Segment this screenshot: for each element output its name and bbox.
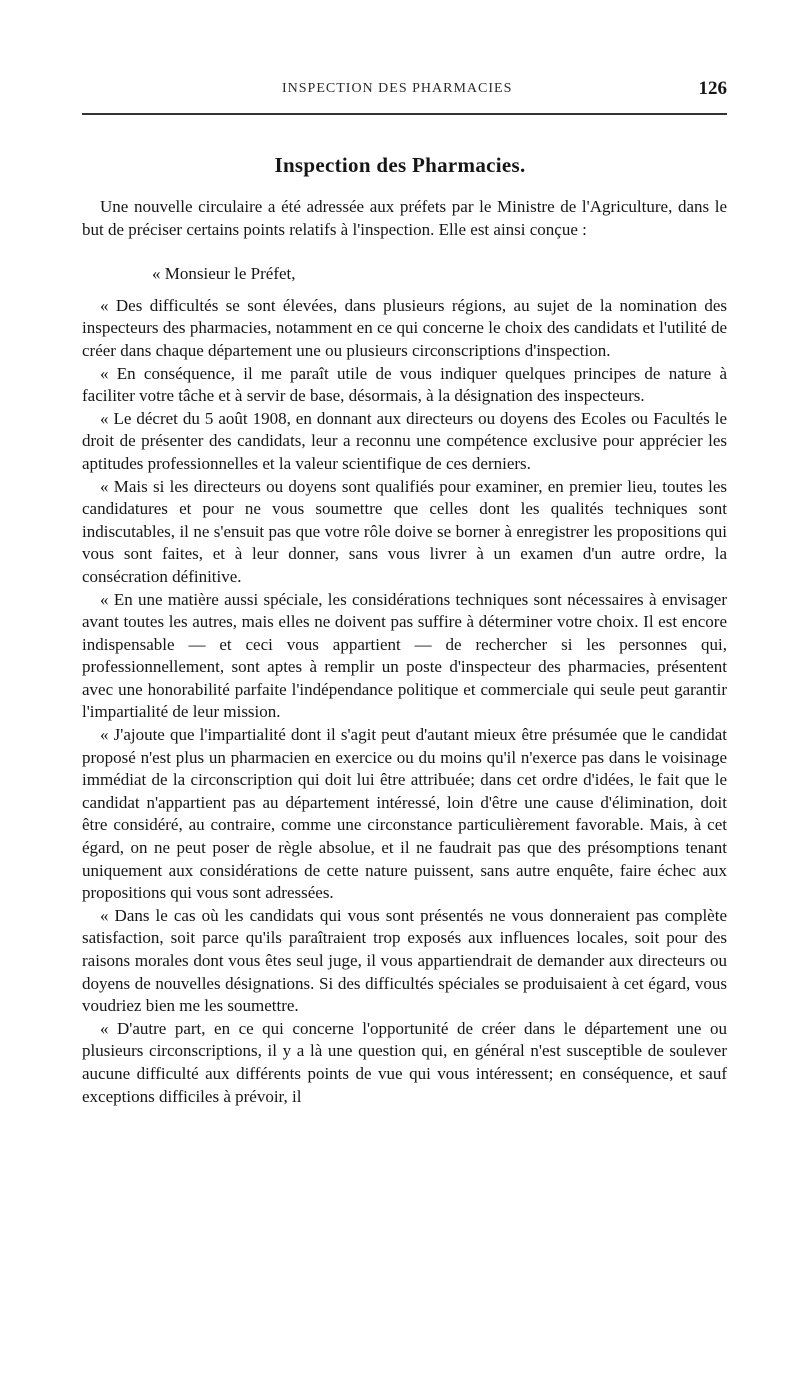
article-title: Inspection des Pharmacies. [274, 153, 526, 177]
page-number: 126 [698, 78, 727, 99]
body-paragraph: « Le décret du 5 août 1908, en donnant aux directeurs ou doyens des Ecoles ou Facultés le droit de présenter des candidats, leur a reconnu une compétence exclusive pour apprécier les aptitudes professionnelles et la valeur scientifique de ces derniers. [82, 408, 727, 473]
body-paragraph: « J'ajoute que l'impartialité dont il s'agit peut d'autant mieux être présumée que le candidat proposé n'est plus un pharmacien en exercice ou du moins qu'il n'exerce pas dans le voisinage immédiat de la circonscription qui doit lui être attribuée; dans cet ordre d'idées, le fait que le candidat n'appartient pas au département intéressé, loin d'être une cause d'élimination, doit être considéré, au contraire, comme une circonstance particulièrement favorable. Mais, à cet égard, on ne peut poser de règle absolue, et il ne faudrait pas que des présomptions tenant uniquement aux considérations de cette nature puissent, sans autre enquête, faire échec aux propositions qui vous sont adressées. [82, 725, 727, 903]
running-title: INSPECTION DES PHARMACIES [282, 81, 513, 96]
salutation: « Monsieur le Préfet, [152, 264, 296, 284]
body-paragraph: « D'autre part, en ce qui concerne l'opportunité de créer dans le département une ou plusieurs circonscriptions, il y a là une question qui, en général n'est susceptible de soulever aucune difficulté aux différents points de vue qui vous intéressent; en conséquence, et sauf exceptions difficiles à prévoir, il [82, 1018, 727, 1106]
body-paragraph: « En une matière aussi spéciale, les considérations techniques sont nécessaires à envisager avant toutes les autres, mais elles ne doivent pas suffire à déterminer votre choix. Il est encore indispensable — et ceci vous appartient — de rechercher si les personnes qui, professionnellement, sont aptes à remplir un poste d'inspecteur des pharmacies, présentent avec une honorabilité parfaite l'indépendance politique et commerciale qui seule peut garantir l'impartialité de leur mission. [82, 589, 727, 722]
body-paragraph: « Dans le cas où les candidats qui vous sont présentés ne vous donneraient pas complète satisfaction, soit parce qu'ils paraîtraient trop exposés aux influences locales, soit pour des raisons morales dont vous êtes seul juge, il vous appartiendrait de demander aux directeurs ou doyens de nouvelles désignations. Si des difficultés spéciales se produisaient à cet égard, vous voudriez bien me les soumettre. [82, 905, 727, 1016]
body-paragraph: « En conséquence, il me paraît utile de vous indiquer quelques principes de nature à faciliter votre tâche et à servir de base, désormais, à la désignation des inspecteurs. [82, 363, 727, 406]
header-rule [82, 113, 727, 115]
running-header [82, 78, 727, 102]
intro-paragraph: Une nouvelle circulaire a été adressée aux préfets par le Ministre de l'Agriculture, dans le but de préciser certains points relatifs à l'inspection. Elle est ainsi conçue : [82, 197, 727, 239]
body-paragraph: « Des difficultés se sont élevées, dans plusieurs régions, au sujet de la nomination des inspecteurs des pharmacies, notamment en ce qui concerne le choix des candidats et l'utilité de créer dans chaque département une ou plusieurs circonscriptions d'inspection. [82, 295, 727, 360]
article-body [82, 196, 727, 1108]
body-paragraph: « Mais si les directeurs ou doyens sont qualifiés pour examiner, en premier lieu, toutes les candidatures et pour ne vous soumettre que celles dont les qualités techniques sont indiscutables, il ne s'ensuit pas que votre rôle doive se borner à enregistrer les propositions qui vous sont faites, et à leur donner, sans vous livrer à un examen d'un autre ordre, la consécration définitive. [82, 476, 727, 586]
